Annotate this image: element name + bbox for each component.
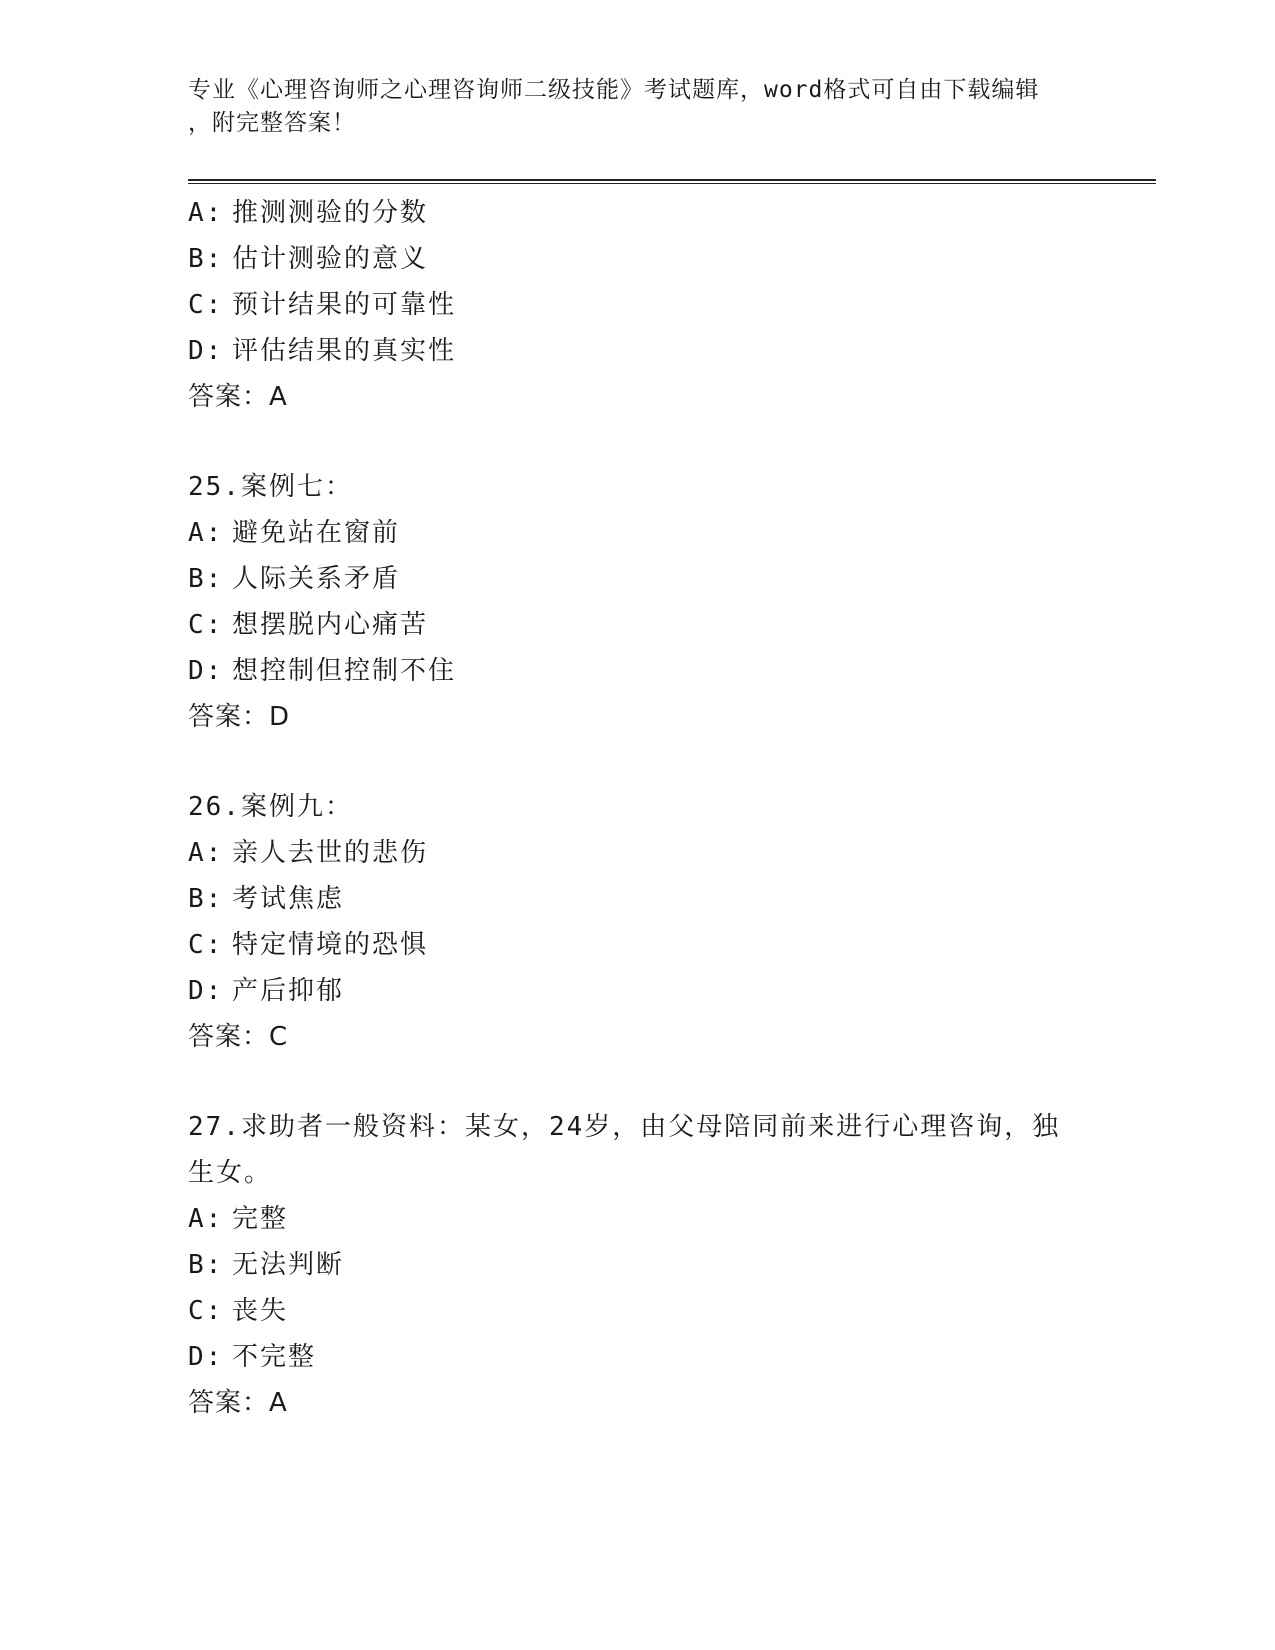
option-text: 考试焦虑 bbox=[232, 884, 345, 914]
option-d bbox=[188, 968, 1108, 1014]
question-block-25 bbox=[188, 464, 1108, 740]
option-text: 人际关系矛盾 bbox=[232, 564, 401, 594]
option-b bbox=[188, 1242, 1108, 1288]
option-a bbox=[188, 1196, 1108, 1242]
header-line-2: ，附完整答案！ bbox=[188, 110, 356, 136]
option-letter: A: bbox=[188, 518, 224, 548]
option-text: 丧失 bbox=[232, 1296, 289, 1326]
option-b bbox=[188, 876, 1108, 922]
option-text: 产后抑郁 bbox=[232, 976, 345, 1006]
answer-line: 答案：C bbox=[188, 1022, 289, 1052]
option-letter: D: bbox=[188, 656, 224, 686]
option-letter: A: bbox=[188, 198, 224, 228]
option-text: 无法判断 bbox=[232, 1250, 345, 1280]
option-text: 想控制但控制不住 bbox=[232, 656, 457, 686]
question-title: 26.案例九： bbox=[188, 792, 353, 822]
option-text: 避免站在窗前 bbox=[232, 518, 401, 548]
questions-content bbox=[188, 190, 1108, 1470]
option-text: 推测测验的分数 bbox=[232, 198, 429, 228]
option-d bbox=[188, 328, 1108, 374]
option-letter: C: bbox=[188, 610, 224, 640]
option-a bbox=[188, 190, 1108, 236]
option-c bbox=[188, 602, 1108, 648]
option-text: 不完整 bbox=[232, 1342, 317, 1372]
answer-line: 答案：A bbox=[188, 1388, 288, 1418]
option-d bbox=[188, 648, 1108, 694]
question-block-partial bbox=[188, 190, 1108, 420]
option-text: 评估结果的真实性 bbox=[232, 336, 457, 366]
option-text: 估计测验的意义 bbox=[232, 244, 429, 274]
question-block-27 bbox=[188, 1104, 1108, 1426]
option-b bbox=[188, 556, 1108, 602]
option-text: 特定情境的恐惧 bbox=[232, 930, 429, 960]
question-block-26 bbox=[188, 784, 1108, 1060]
header-divider-thin bbox=[188, 183, 1156, 184]
option-text: 预计结果的可靠性 bbox=[232, 290, 457, 320]
option-letter: B: bbox=[188, 564, 224, 594]
option-letter: D: bbox=[188, 336, 224, 366]
option-letter: A: bbox=[188, 1204, 224, 1234]
option-a bbox=[188, 510, 1108, 556]
option-letter: C: bbox=[188, 1296, 224, 1326]
header-divider-thick bbox=[188, 179, 1156, 181]
option-letter: B: bbox=[188, 1250, 224, 1280]
document-header bbox=[188, 74, 1088, 140]
option-b bbox=[188, 236, 1108, 282]
option-letter: C: bbox=[188, 290, 224, 320]
option-letter: B: bbox=[188, 244, 224, 274]
answer-line: 答案：D bbox=[188, 702, 291, 732]
option-text: 完整 bbox=[232, 1204, 289, 1234]
option-c bbox=[188, 1288, 1108, 1334]
option-letter: B: bbox=[188, 884, 224, 914]
option-text: 想摆脱内心痛苦 bbox=[232, 610, 429, 640]
option-letter: D: bbox=[188, 976, 224, 1006]
question-title: 25.案例七： bbox=[188, 472, 353, 502]
option-letter: C: bbox=[188, 930, 224, 960]
header-line-1: 专业《心理咨询师之心理咨询师二级技能》考试题库，word格式可自由下载编辑 bbox=[188, 77, 1040, 103]
option-letter: A: bbox=[188, 838, 224, 868]
question-title: 27.求助者一般资料：某女，24岁，由父母陪同前来进行心理咨询，独生女。 bbox=[188, 1112, 1061, 1188]
option-c bbox=[188, 922, 1108, 968]
option-c bbox=[188, 282, 1108, 328]
option-d bbox=[188, 1334, 1108, 1380]
answer-line: 答案：A bbox=[188, 382, 288, 412]
option-letter: D: bbox=[188, 1342, 224, 1372]
option-a bbox=[188, 830, 1108, 876]
option-text: 亲人去世的悲伤 bbox=[232, 838, 429, 868]
